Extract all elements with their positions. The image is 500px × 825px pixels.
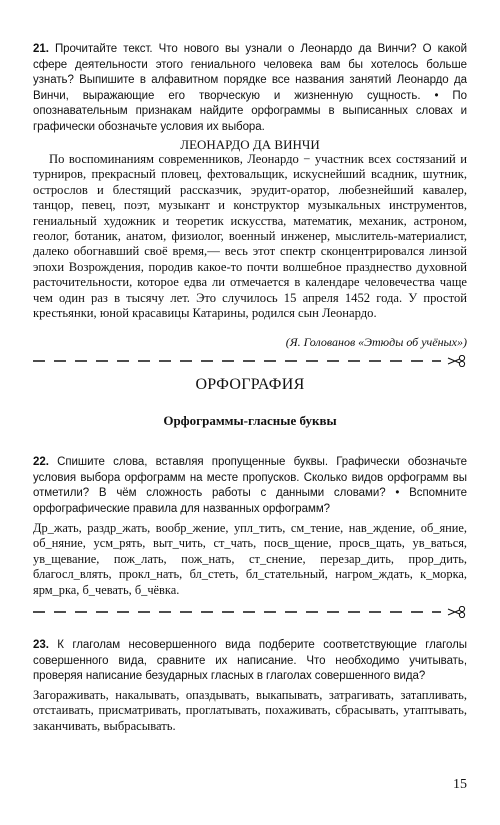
task-23 xyxy=(33,638,467,685)
text-body: По воспоминаниям современников, Леонардо − участник всех состязаний и турниров, прекрасный пловец, фехтовальщик, искуснейший всадник, шутник, острослов и блестящий рассказчик, эрудит-оратор, любезнейший кавалер, танцор, певец, поэт, музыкант и конструктор музыкальных инструментов, гениальный художник и теоретик искусства, математик, механик, астроном, геолог, ботаник, анатом, физиолог, военный инженер, мыслитель-материалист, далеко обогнавший своё время,— весь этот спектр сконцентрировался линзой эпохи Возрождения, породив какое-то почти волшебное празднество духовной расточительности, которое едва ли отмечается в календаре человечества чаще чем один раз в тысячу лет. Это случилось 15 апреля 1452 года. У простой крестьянки, юной красавицы Катарины, родился сын Леонардо. xyxy=(33,152,467,321)
task-22-text: Спишите слова, вставляя пропущенные буквы. Графически обозначьте условия выбора орфограмм на месте пропусков. Сколько видов орфограмм вы отметили? В чём сложность работы с данными словами? • Вспомните орфографические правила для названных орфограмм? xyxy=(33,456,467,515)
task-22 xyxy=(33,455,467,517)
cut-line-2 xyxy=(33,606,467,618)
task-22-number: 22. xyxy=(33,456,49,468)
cut-line-1 xyxy=(33,355,467,367)
section-title: ОРФОГРАФИЯ xyxy=(195,376,305,393)
text-source: (Я. Голованов «Этюды об учёных») xyxy=(285,335,467,349)
task-23-number: 23. xyxy=(33,639,49,651)
subsection-title: Орфограммы-гласные буквы xyxy=(163,413,337,428)
task-21-number: 21. xyxy=(33,43,49,55)
task-22-words: Др_жать, раздр_жать, вообр_жение, упл_тить, см_тение, нав_ждение, об_яние, об_няние, усм_рять, выт_чить, ст_чать, посв_щение, просв_щать, ув_ваться, ув_щевание, пож_лать, пож_нать, ст_снение, перезар_дить, прор_дить, благосл_влять, прокл_нать, бл_стеть, бл_стательный, нагром_ждать, к_морка, ярм_рка, б_чевать, б_чёвка. xyxy=(33,521,467,597)
page-number: 15 xyxy=(453,777,467,792)
task-23-words: Загораживать, накалывать, опаздывать, выкапывать, затрагивать, затапливать, отстаивать, присматривать, проглатывать, похаживать, сбрасывать, утаптывать, заканчивать, выбрасывать. xyxy=(33,688,467,733)
task-23-text: К глаголам несовершенного вида подберите соответствующие глаголы совершенного вида, сравните их написание. Что необходимо учитывать, проверяя написание безударных гласных в глаголах совершенного вида? xyxy=(33,639,467,683)
dashed-cut-line xyxy=(33,606,467,618)
scissors-icon xyxy=(448,355,465,366)
text-title: ЛЕОНАРДО ДА ВИНЧИ xyxy=(180,137,320,152)
task-21-text: Прочитайте текст. Что нового вы узнали о Леонардо да Винчи? О какой сфере деятельности этого гениального человека вам бы хотелось больше узнать? Выпишите в алфавитном порядке все названия занятий Леонардо да Винчи, выражающие его творческую и жизненную сущность. • По опознавательным признакам найдите орфограммы в выписанных словах и графически обозначьте условия их выбора. xyxy=(33,43,467,133)
dashed-cut-line xyxy=(33,355,467,367)
task-21 xyxy=(33,42,467,136)
scissors-icon xyxy=(448,606,465,617)
